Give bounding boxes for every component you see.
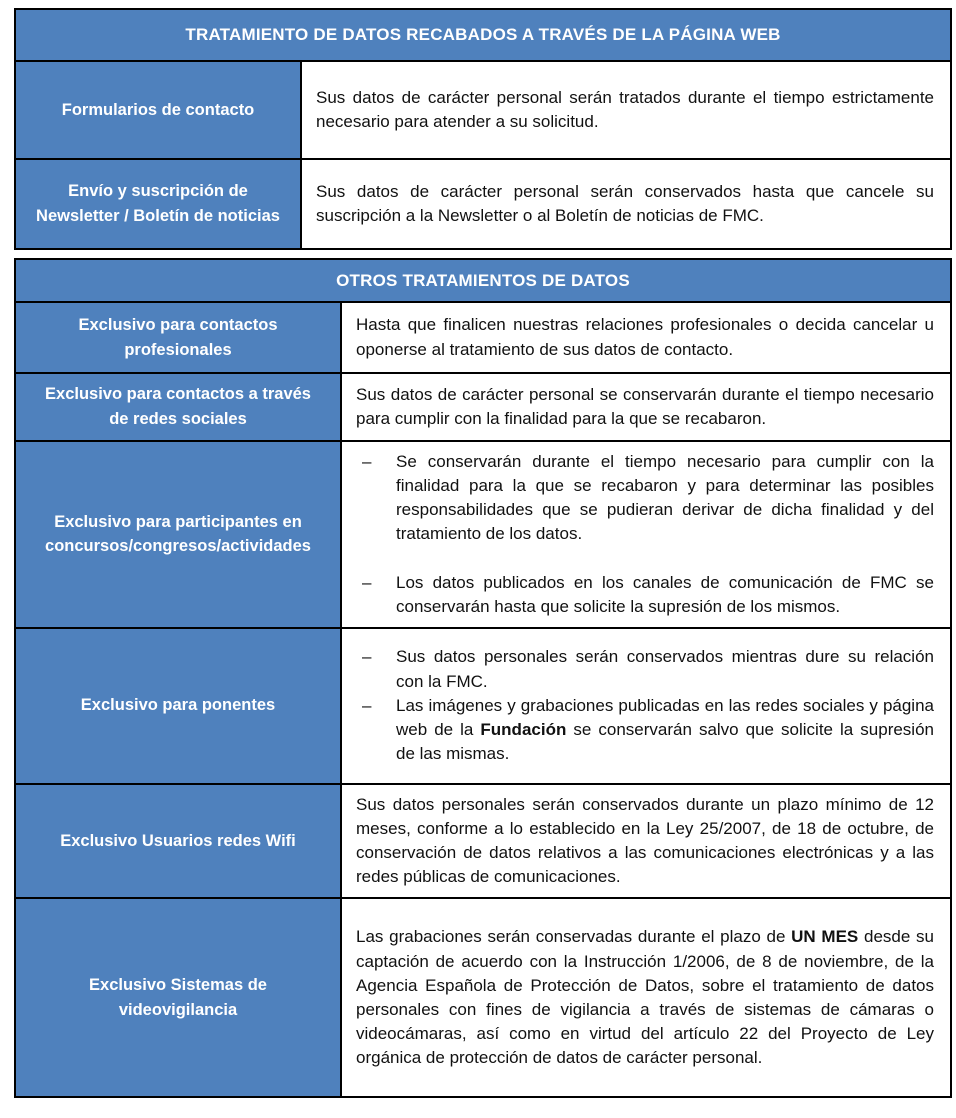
document-page [14, 8, 952, 1098]
bullet-item [356, 645, 934, 693]
retention-text [356, 925, 934, 1070]
text-segment: Las imágenes y grabaciones publicadas en las redes sociales y página web de la [396, 695, 934, 739]
retention-text: Hasta que finalicen nuestras relaciones profesionales o decida cancelar u oponerse al tratamiento de sus datos de contacto. [356, 315, 934, 359]
bullet-item [356, 450, 934, 547]
table-row-speakers [16, 627, 950, 783]
row-label-social-networks: Exclusivo para contactos a través de redes sociales [16, 374, 342, 440]
retention-text: Sus datos personales serán conservados mientras dure su relación con la FMC. [396, 647, 934, 691]
row-text-speakers [342, 629, 950, 783]
table-other-data-title: OTROS TRATAMIENTOS DE DATOS [16, 260, 950, 301]
row-label-wifi-users: Exclusivo Usuarios redes Wifi [16, 785, 342, 898]
bullet-item [356, 694, 934, 766]
retention-text: Se conservarán durante el tiempo necesario para cumplir con la finalidad para la que se recabaron y para determinar las posibles responsabilidades que se pudieran derivar de dicha finalidad y del tratamiento de los datos. [396, 452, 934, 544]
table-web-data-processing [14, 8, 952, 250]
retention-text: Sus datos personales serán conservados durante un plazo mínimo de 12 meses, conforme a lo establecido en la Ley 25/2007, de 18 de octubre, de conservación de datos relativos a las comunicaciones electrónicas y a las redes públicas de comunicaciones. [356, 794, 934, 887]
row-text-contact-forms [302, 62, 950, 158]
retention-text: Sus datos de carácter personal serán tratados durante el tiempo estrictamente necesario para atender a su solicitud. [316, 87, 934, 131]
row-text-newsletter [302, 160, 950, 248]
dash-bullet-icon: – [362, 695, 372, 715]
retention-text: Sus datos de carácter personal serán conservados hasta que cancele su suscripción a la Newsletter o al Boletín de noticias de FMC. [316, 181, 934, 225]
dash-bullet-icon: – [362, 452, 372, 471]
row-label-participants: Exclusivo para participantes en concursos/congresos/actividades [16, 442, 342, 627]
bullet-item [356, 571, 934, 619]
table-web-data-title: TRATAMIENTO DE DATOS RECABADOS A TRAVÉS DE LA PÁGINA WEB [16, 10, 950, 60]
dash-bullet-icon: – [362, 572, 372, 592]
retention-text: Los datos publicados en los canales de comunicación de FMC se conservarán hasta que solicite la supresión de los mismos. [396, 572, 934, 616]
retention-text: Sus datos de carácter personal se conservarán durante el tiempo necesario para cumplir con la finalidad para la que se recabaron. [356, 384, 934, 428]
row-text-professional-contacts [342, 303, 950, 372]
row-label-video-surveillance: Exclusivo Sistemas de videovigilancia [16, 899, 342, 1096]
text-segment: desde su captación de acuerdo con la Instrucción 1/2006, de 8 de noviembre, de la Agencia Española de Protección de Datos, sobre el tratamiento de datos personales con fines de vigilancia a través de sistemas de cámaras o videocámaras, así como en virtud del artículo 22 del Proyecto de Ley orgánica de protección de datos de carácter personal. [356, 927, 934, 1067]
table-row-newsletter [16, 158, 950, 248]
text-segment: se conservarán salvo que solicite la supresión de las mismas. [396, 719, 934, 763]
row-label-professional-contacts: Exclusivo para contactos profesionales [16, 303, 342, 372]
table-row-wifi-users [16, 783, 950, 898]
bullet-list [356, 450, 934, 619]
row-text-wifi-users [342, 785, 950, 898]
dash-bullet-icon: – [362, 647, 372, 667]
row-label-speakers: Exclusivo para ponentes [16, 629, 342, 783]
row-text-video-surveillance [342, 899, 950, 1096]
row-label-contact-forms: Formularios de contacto [16, 62, 302, 158]
table-row-contact-forms [16, 60, 950, 158]
row-text-participants [342, 442, 950, 627]
bold-text-un-mes: UN MES [791, 927, 859, 947]
row-text-social-networks [342, 374, 950, 440]
table-row-social-networks [16, 372, 950, 440]
table-other-data-processing [14, 258, 952, 1098]
bullet-list [356, 645, 934, 766]
table-row-professional-contacts [16, 301, 950, 372]
bold-text-fundacion: Fundación [480, 719, 567, 739]
retention-text [396, 694, 934, 766]
text-segment: Las grabaciones serán conservadas durante el plazo de [356, 927, 792, 947]
table-row-video-surveillance [16, 897, 950, 1096]
table-row-participants [16, 440, 950, 627]
row-label-newsletter: Envío y suscripción de Newsletter / Boletín de noticias [16, 160, 302, 248]
